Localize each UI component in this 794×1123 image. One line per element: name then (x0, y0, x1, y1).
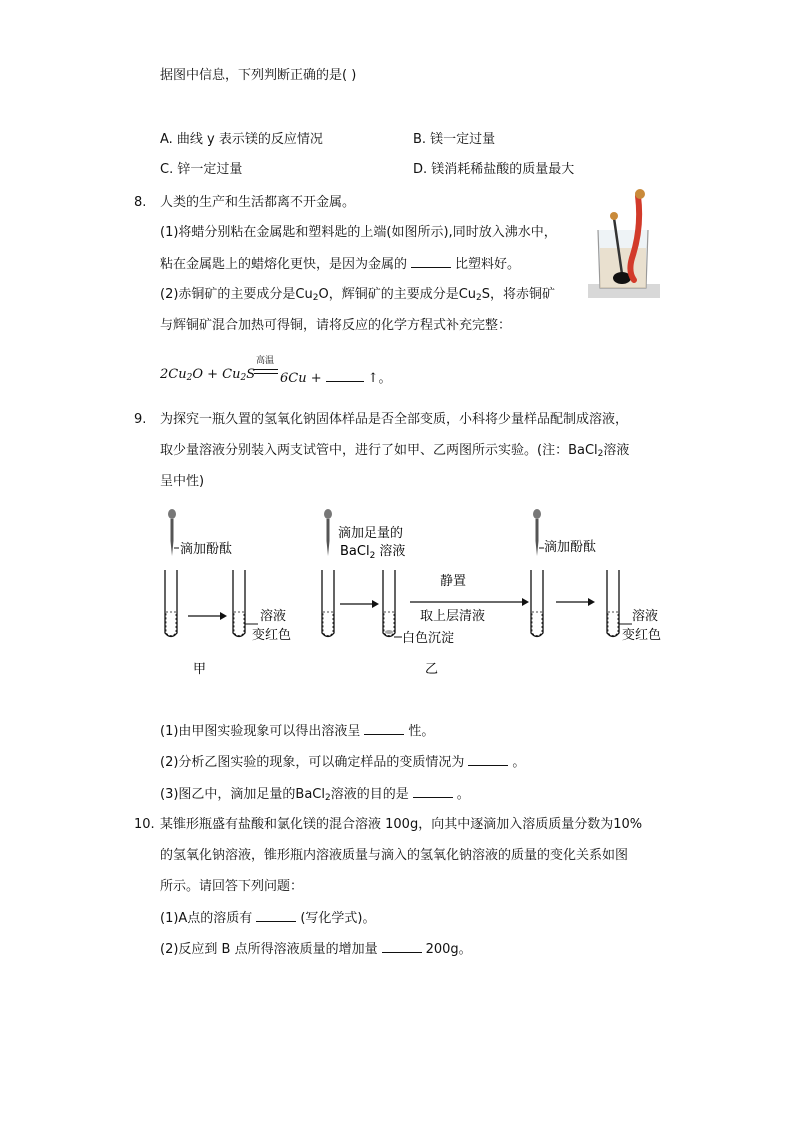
q8-line3-text: 粘在金属匙上的蜡熔化更快，是因为金属的 (160, 257, 408, 272)
test-tube-icon (607, 570, 619, 637)
q10-sub2 (160, 940, 472, 959)
eq-condition: 高温 (256, 356, 275, 366)
q7-option-d: D. 镁消耗稀盐酸的质量最大 (413, 162, 575, 177)
answer-blank[interactable] (382, 940, 422, 953)
experiment-diagram (150, 500, 680, 685)
q9-sub3-b: 溶液的目的是 (330, 787, 409, 802)
q8-line4 (160, 286, 555, 304)
test-tube-icon (322, 570, 334, 637)
eq-o-plus: O + Cu (192, 367, 241, 382)
subscript: 2 (312, 293, 319, 303)
answer-blank[interactable] (326, 369, 364, 382)
q9-line1: 为探究一瓶久置的氢氧化钠固体样品是否全部变质，小科将少量样品配制成溶液， (160, 412, 629, 427)
test-tube-icon (531, 570, 543, 637)
q9-sub3-a: (3)图乙中，滴加足量的BaCl (160, 787, 325, 802)
q10-sub1-b: (写化学式)。 (300, 911, 376, 926)
answer-blank[interactable] (256, 909, 296, 922)
turns-red-label-2: 变红色 (622, 628, 662, 643)
q8-number: 8. (134, 195, 147, 210)
q7-option-b: B. 镁一定过量 (413, 132, 496, 147)
eq-left (160, 367, 255, 382)
answer-blank[interactable] (413, 785, 453, 798)
subscript: 2 (597, 449, 604, 459)
q8-line2: (1)将蜡分别粘在金属匙和塑料匙的上端(如图所示),同时放入沸水中， (160, 225, 557, 240)
dropper-icon (533, 509, 541, 556)
q10-line2: 的氢氧化钠溶液，锥形瓶内溶液质量与滴入的氢氧化钠溶液的质量的变化关系如图 (160, 848, 629, 863)
q9-sub3-c: 。 (456, 787, 470, 802)
test-tube-icon (165, 570, 177, 637)
answer-blank[interactable] (468, 753, 508, 766)
take-upper-clear-label: 取上层清液 (420, 609, 486, 624)
test-tube-icon (233, 570, 245, 637)
q9-sub3 (160, 785, 470, 804)
q9-sub2-a: (2)分析乙图实验的现象，可以确定样品的变质情况为 (160, 755, 465, 770)
q9-line2-b: 溶液 (603, 443, 630, 458)
add-phenolphthalein-label-1: 滴加酚酞 (180, 542, 233, 557)
q9-sub2-b: 。 (512, 755, 526, 770)
q7-option-a: A. 曲线 y 表示镁的反应情况 (160, 132, 323, 147)
q10-line1: 某锥形瓶盛有盐酸和氯化镁的混合溶液 100g，向其中逐滴加入溶质质量分数为10% (160, 817, 643, 832)
eq-right (280, 367, 392, 386)
dropper-icon (168, 509, 176, 556)
wax-blob-icon (610, 212, 618, 220)
q9-sub1 (160, 722, 434, 741)
q7-option-c: C. 锌一定过量 (160, 162, 243, 177)
dropper-icon (324, 509, 332, 556)
q8-line4-a: (2)赤铜矿的主要成分是Cu (160, 287, 313, 302)
add-bacl2-label-line1: 滴加足量的 (338, 526, 404, 541)
q9-number: 9. (134, 412, 147, 427)
solution-label-2: 溶液 (632, 609, 659, 624)
q10-sub1-a: (1)A点的溶质有 (160, 911, 253, 926)
figure-label-yi: 乙 (425, 662, 439, 677)
subscript: 2 (325, 793, 331, 803)
answer-blank[interactable] (364, 722, 404, 735)
figure-label-jia: 甲 (193, 662, 207, 677)
q10-sub1 (160, 909, 375, 928)
q10-sub2-a: (2)反应到 B 点所得溶液质量的增加量 (160, 942, 378, 957)
q8-line4-c: S，将赤铜矿 (481, 287, 556, 302)
eq-arrow-up: ↑。 (367, 371, 392, 386)
q8-line3-tail: 比塑料好。 (455, 257, 521, 272)
subscript: 2 (186, 373, 193, 383)
q9-sub2 (160, 753, 525, 772)
q7-stem: 据图中信息，下列判断正确的是( ) (160, 68, 357, 83)
subscript: 2 (476, 293, 482, 303)
q9-line3: 呈中性) (160, 474, 205, 489)
q8-line5: 与辉铜矿混合加热可得铜，请将反应的化学方程式补充完整： (160, 318, 512, 333)
turns-red-label-1: 变红色 (252, 628, 292, 643)
add-bacl2-label-line2: BaCl$_2$ 溶液 (340, 544, 406, 561)
white-precipitate-label: 白色沉淀 (402, 631, 455, 646)
q9-sub1-b: 性。 (408, 724, 435, 739)
q10-number: 10. (134, 817, 155, 832)
eq-s: S (246, 367, 256, 382)
answer-blank[interactable] (411, 255, 451, 268)
q9-line2 (160, 442, 629, 460)
solution-label-1: 溶液 (260, 609, 287, 624)
q9-sub1-a: (1)由甲图实验现象可以得出溶液呈 (160, 724, 361, 739)
q10-sub2-b: 200g。 (425, 942, 472, 957)
add-phenolphthalein-label-2: 滴加酚酞 (544, 540, 597, 555)
beaker-spoon-illustration (588, 188, 660, 300)
chemical-equation (160, 355, 400, 385)
q10-line3: 所示。请回答下列问题： (160, 879, 304, 894)
q9-line2-a: 取少量溶液分别装入两支试管中，进行了如甲、乙两图所示实验。(注：BaCl (160, 443, 598, 458)
q8-line4-b: O，辉铜矿的主要成分是Cu (318, 287, 477, 302)
subscript: 2 (240, 373, 247, 383)
q8-line3 (160, 255, 520, 274)
eq-2cu: 2Cu (160, 367, 187, 382)
test-tube-icon (383, 570, 395, 637)
eq-6cu: 6Cu + (280, 371, 322, 386)
stand-label: 静置 (440, 574, 467, 589)
wax-blob-icon (635, 189, 645, 199)
eq-reaction-line (254, 369, 278, 370)
q8-line1: 人类的生产和生活都离不开金属。 (160, 195, 356, 210)
eq-reaction-line-2 (254, 373, 278, 374)
